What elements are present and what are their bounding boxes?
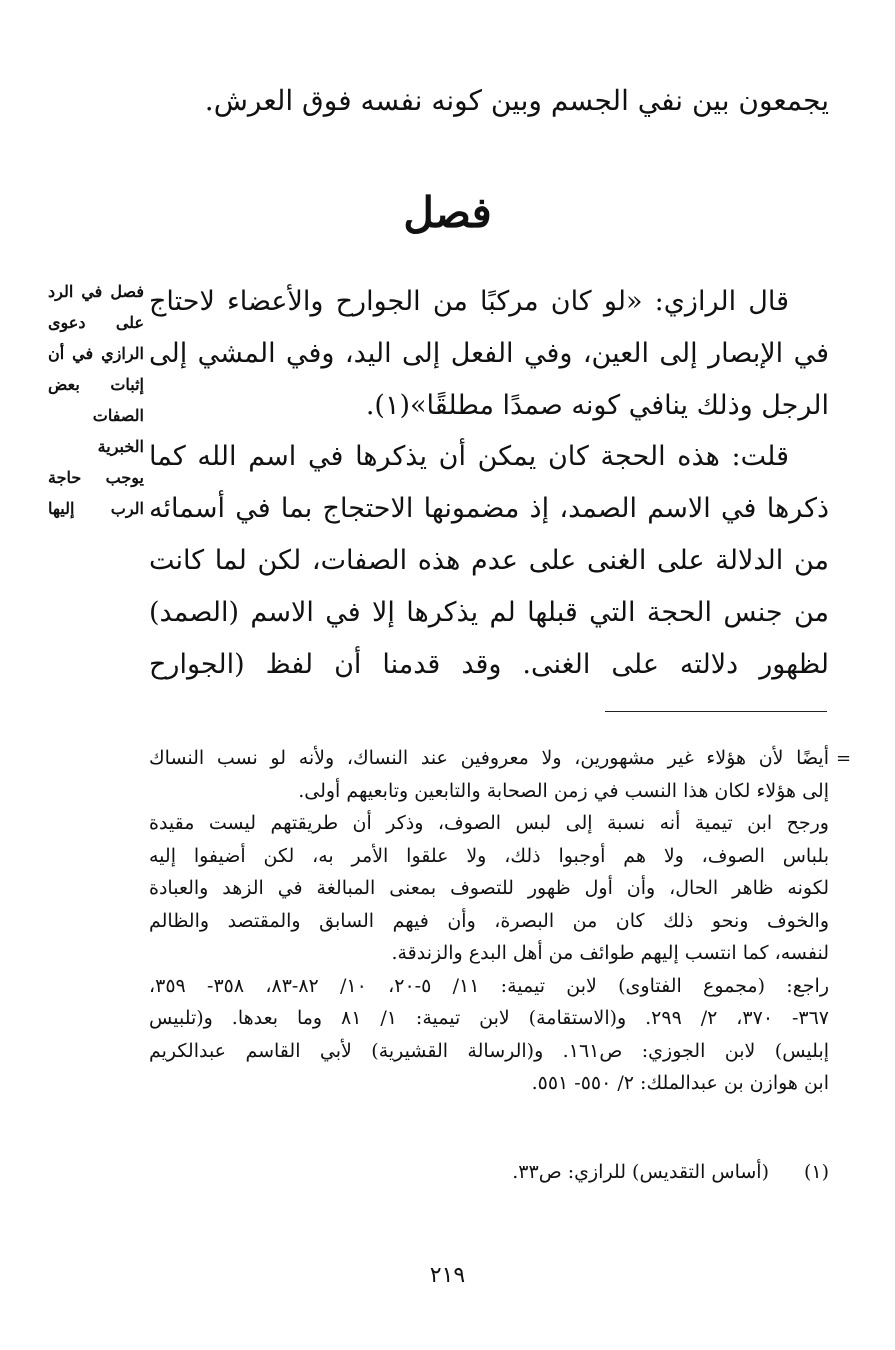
footnote-line: ابن هوازن بن عبدالملك: ٢/ ٥٥٠- ٥٥١. (531, 1072, 829, 1094)
footnote-line: ورجح ابن تيمية أنه نسبة إلى لبس الصوف، وذكر أن طريقتهم ليست مقيدة (149, 812, 829, 834)
footnote-line: بلباس الصوف، ولا هم أوجبوا ذلك، ولا علقوا الأمر به، لكن أضيفوا إليه (149, 844, 829, 867)
body-line: قلت: هذه الحجة كان يمكن أن يذكرها في اسم الله كما (149, 441, 789, 472)
footnote-separator (605, 711, 827, 712)
footnote-line: والخوف ونحو ذلك كان من البصرة، وأن فيهم السابق والمقتصد والظالم (149, 909, 829, 932)
body-line: لظهور دلالته على الغنى. وقد قدمنا أن لفظ (الجوارح (149, 649, 829, 680)
footnote-line: لكونه ظاهر الحال، وأن أول ظهور للتصوف بمعنى المبالغة في الزهد والعبادة (149, 877, 829, 899)
margin-note (48, 276, 144, 524)
footnote-line: راجع: (مجموع الفتاوى) لابن تيمية: ١١/ ٥-٢٠، ١٠/ ٨٢-٨٣، ٣٥٨- ٣٥٩، (149, 974, 830, 997)
page-number: ٢١٩ (429, 1263, 466, 1288)
footnote-number: (١) (803, 1161, 829, 1183)
margin-note-line: الرب إليها (48, 499, 144, 518)
margin-note-line: الرازي في أن (48, 344, 144, 363)
section-heading: فصل (403, 188, 492, 237)
margin-note-line: فصل في الرد (48, 282, 144, 301)
margin-note-line: يوجب حاجة (48, 468, 144, 487)
margin-note-line: الخبرية (97, 437, 144, 456)
paragraph-response (149, 431, 829, 691)
body-line: قال الرازي: «لو كان مركبًا من الجوارح والأعضاء لاحتاج (149, 286, 789, 317)
body-line: ذكرها في الاسم الصمد، إذ مضمونها الاحتجاج بما في أسمائه (149, 493, 829, 524)
footnote-line: لنفسه، كما انتسب إليهم طوائف من أهل البدع والزندقة. (391, 942, 829, 964)
footnote-line: إبليس) لابن الجوزي: ص١٦١. و(الرسالة القشيرية) لأبي القاسم عبدالكريم (149, 1039, 830, 1062)
body-line: من الدلالة على الغنى على عدم هذه الصفات، لكن لما كانت (149, 545, 829, 576)
footnote-continuation-mark: = (836, 748, 852, 769)
footnote-line: أيضًا لأن هؤلاء غير مشهورين، ولا معروفين عند النساك، ولأنه لو نسب النساك (149, 747, 829, 769)
footnote-line: ٣٦٧- ٣٧٠، ٢/ ٢٩٩. و(الاستقامة) لابن تيمية: ١/ ٨١ وما بعدها. و(تلبيس (149, 1007, 829, 1029)
body-line: من جنس الحجة التي قبلها لم يذكرها إلا في الاسم (الصمد) (149, 597, 829, 628)
carryover-text-line: يجمعون بين نفي الجسم وبين كونه نفسه فوق العرش. (204, 84, 829, 117)
footnote-1 (149, 1156, 829, 1188)
footnote-continued (149, 742, 829, 1100)
footnote-text: (أساس التقديس) للرازي: ص٣٣. (512, 1161, 769, 1183)
margin-note-line: إثبات بعض (48, 375, 144, 394)
footnote-line: إلى هؤلاء لكان هذا النسب في زمن الصحابة والتابعين وتابعيهم أولى. (298, 779, 829, 802)
body-line: في الإبصار إلى العين، وفي الفعل إلى اليد، وفي المشي إلى (149, 338, 829, 369)
paragraph-quote (149, 276, 829, 432)
margin-note-line: على دعوى (48, 313, 144, 332)
body-line: الرجل وذلك ينافي كونه صمدًا مطلقًا»(١). (365, 390, 829, 421)
margin-note-line: الصفات (92, 406, 144, 425)
